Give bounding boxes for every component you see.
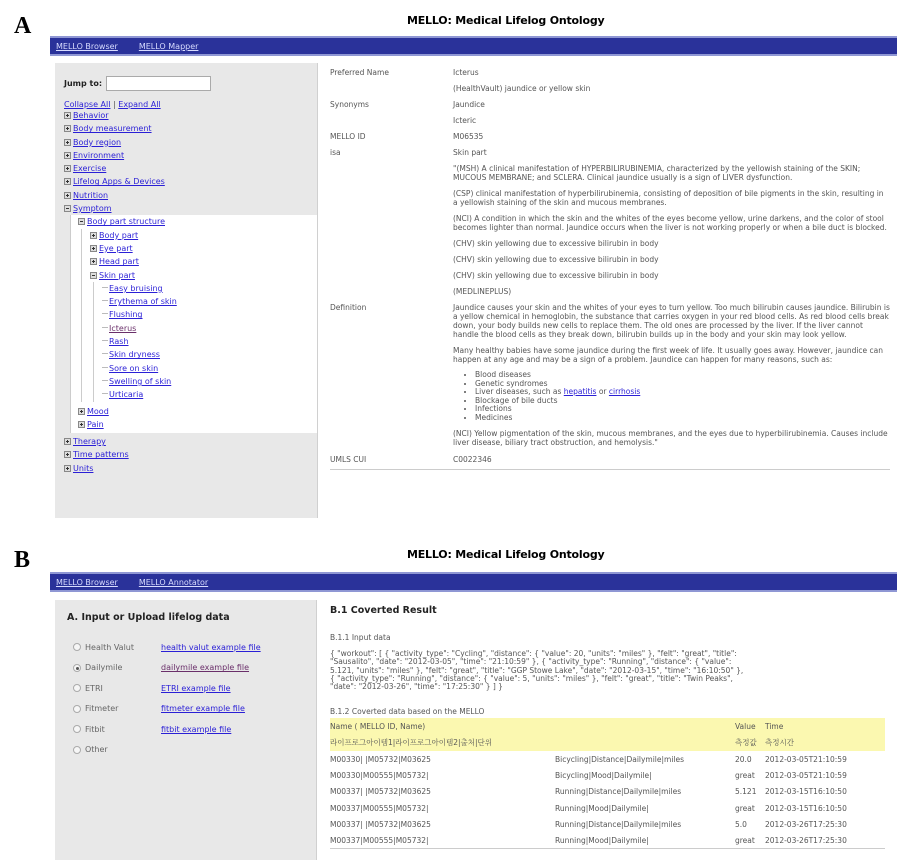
cause-item: • Genetic syndromes (475, 380, 890, 389)
expand-icon[interactable] (90, 245, 97, 252)
expand-icon[interactable] (64, 451, 71, 458)
table-row: M00337| |M05732|M03625 Running|Distance|Dailymile|miles 5.121 2012-03-15T16:10:50 (330, 787, 847, 797)
tree-item[interactable]: Units (64, 462, 308, 475)
expand-icon[interactable] (64, 112, 71, 119)
isa-note: (CHV) skin yellowing due to excessive bilirubin in body (453, 271, 659, 280)
nav-mello-mapper[interactable]: MELLO Mapper (138, 41, 199, 51)
tree-item[interactable]: Time patterns (64, 448, 308, 461)
tree-item[interactable]: Nutrition (64, 189, 308, 202)
expand-icon[interactable] (90, 232, 97, 239)
tree-item[interactable]: Head part (90, 255, 317, 268)
table-row: M00330| |M05732|M03625 Bicycling|Distance|Dailymile|miles 20.0 2012-03-05T21:10:59 (330, 754, 847, 764)
tree-item[interactable]: Behavior (64, 109, 308, 122)
etri-example-link[interactable]: ETRI example file (161, 683, 231, 693)
isa-note: (MEDLINEPLUS) (453, 287, 512, 296)
separator: | (113, 100, 116, 109)
isa-value: Skin part (453, 148, 487, 157)
result-heading: B.1 Coverted Result (330, 605, 437, 616)
top-navbar (50, 572, 897, 592)
preferred-name-value: Icterus (453, 68, 479, 77)
body-part-structure-children (81, 229, 317, 402)
tree-leaf[interactable]: Rash (102, 335, 317, 348)
expand-icon[interactable] (64, 152, 71, 159)
cause-item: • Liver diseases, such as hepatitis or cirrhosis (475, 388, 890, 397)
table-row: M00337| |M05732|M03625 Running|Distance|Dailymile|miles 5.0 2012-03-26T17:25:30 (330, 819, 847, 829)
tree-leaf[interactable]: Urticaria (102, 388, 317, 401)
converted-result (330, 605, 890, 849)
umls-cui-label: UMLS CUI (330, 455, 367, 464)
tree-leaf[interactable]: Sore on skin (102, 362, 317, 375)
symptom-children (70, 215, 317, 433)
expand-icon[interactable] (64, 178, 71, 185)
tree-item[interactable]: Body part (90, 229, 317, 242)
panel-letter-b: B (14, 547, 31, 573)
expand-icon[interactable] (64, 125, 71, 132)
table-row: M00337|M00555|M05732| Running|Mood|Dailymile| great 2012-03-26T17:25:30 (330, 833, 885, 849)
input-data-label: B.1.1 Input data (330, 633, 391, 642)
jump-to-input[interactable] (106, 76, 211, 91)
isa-note: "(MSH) A clinical manifestation of HYPERBILIRUBINEMIA, characterized by the yellowish staining of the SKIN; MUCOUS MEMBRANE; and SCLERA. Clinical jaundice usually is a sign of LIVER dysfunction. (453, 164, 861, 182)
input-heading: A. Input or Upload lifelog data (67, 612, 230, 623)
isa-note: (CHV) skin yellowing due to excessive bilirubin in body (453, 239, 659, 248)
radio-health-valut[interactable] (73, 643, 81, 651)
expand-icon[interactable] (64, 465, 71, 472)
table-row: M00337|M00555|M05732| Running|Mood|Dailymile| great 2012-03-15T16:10:50 (330, 803, 847, 813)
isa-note: (CSP) clinical manifestation of hyperbilirubinemia, consisting of deposition of bile pigments in the skin, resulting in a yellowish staining of the skin and mucous membranes. (453, 189, 884, 207)
expand-icon[interactable] (64, 192, 71, 199)
collapse-icon[interactable] (78, 218, 85, 225)
tree-item[interactable]: Mood (78, 405, 317, 418)
collapse-icon[interactable] (90, 272, 97, 279)
input-json: { "workout": [ { "activity_type": "Cycling", "distance": { "value": 20, "units": "miles" }, "felt": "great", "title": "Sausalito", "date": "2012-03-05", "time": "21:10:59" }, { "activity_type": "Running", "distance": { "value": 5.121, "units": "miles" }, "felt": "great", "title": "GGP Stowe Lake", "date": "2012-03-15", "time": "16:10:50" }, { "activity_type": "Running", "distance": { "value": 5, "units": "miles" }, "felt": "great", "title": "Twin Peaks", "date": "2012-03-26", "time": "17:25:30" } ] } (330, 649, 744, 692)
source-option-etri: ETRI ETRI example file (67, 678, 304, 699)
jump-to-label: Jump to: (64, 79, 103, 88)
converted-table (330, 718, 885, 849)
table-header-row: Name ( MELLO ID, Name) Value Time (330, 718, 885, 734)
expand-all-link[interactable]: Expand All (118, 100, 161, 109)
causes-list (475, 371, 890, 422)
hepatitis-link[interactable]: hepatitis (563, 387, 597, 396)
synonyms-label: Synonyms (330, 100, 369, 109)
radio-other[interactable] (73, 746, 81, 754)
tree-item[interactable]: Body region (64, 136, 308, 149)
tree-leaf[interactable]: Flushing (102, 308, 317, 321)
cause-item: • Medicines (475, 414, 890, 423)
synonym: Icteric (453, 116, 477, 125)
synonym: Jaundice (453, 100, 485, 109)
isa-note: (NCI) A condition in which the skin and the whites of the eyes become yellow, urine darkens, and the color of stool becomes lighter than normal. Jaundice occurs when the liver is not working properly or when a bile duct is blocked. (453, 214, 887, 232)
page-title: MELLO: Medical Lifelog Ontology (407, 548, 605, 561)
top-navbar (50, 36, 897, 56)
preferred-name-label: Preferred Name (330, 68, 389, 77)
tree-item-body-part-structure[interactable]: Body part structure (78, 215, 317, 228)
tree-item[interactable]: Exercise (64, 162, 308, 175)
expand-icon[interactable] (78, 408, 85, 415)
cause-item: • Blockage of bile ducts (475, 397, 890, 406)
cause-item: • Blood diseases (475, 371, 890, 380)
tree-item[interactable]: Therapy (64, 435, 308, 448)
radio-etri[interactable] (73, 684, 81, 692)
dailymile-example-link[interactable]: dailymile example file (161, 663, 250, 673)
definition-paragraph: (NCI) Yellow pigmentation of the skin, mucous membranes, and the eyes due to hyperbilirubinemia. Causes include liver disease, biliary tract obstruction, and hemolysis." (453, 429, 888, 447)
fitmeter-example-link[interactable]: fitmeter example file (161, 704, 245, 714)
nav-mello-annotator[interactable]: MELLO Annotator (138, 577, 209, 587)
source-option-fitbit: Fitbit fitbit example file (67, 719, 304, 740)
ontology-tree (64, 109, 308, 215)
source-option-health-valut: Health Valut health valut example file (67, 637, 304, 658)
fitbit-example-link[interactable]: fitbit example file (161, 724, 232, 734)
definition-label: Definition (330, 303, 367, 312)
tree-item[interactable]: Body measurement (64, 122, 308, 135)
tree-leaf[interactable]: Skin dryness (102, 348, 317, 361)
isa-label: isa (330, 148, 341, 157)
radio-dailymile[interactable] (73, 664, 81, 672)
expand-icon[interactable] (64, 139, 71, 146)
input-upload-sidebar (55, 600, 317, 860)
cirrhosis-link[interactable]: cirrhosis (608, 387, 641, 396)
tree-leaf[interactable]: Swelling of skin (102, 375, 317, 388)
radio-fitmeter[interactable] (73, 705, 81, 713)
converted-data-label: B.1.2 Coverted data based on the MELLO (330, 707, 485, 717)
panel-letter-a: A (14, 13, 32, 39)
table-row: M00330|M00555|M05732| Bicycling|Mood|Dailymile| great 2012-03-05T21:10:59 (330, 771, 847, 781)
expand-icon[interactable] (90, 258, 97, 265)
skin-part-children (93, 282, 317, 402)
tree-leaf[interactable]: Erythema of skin (102, 295, 317, 308)
source-option-fitmeter: Fitmeter fitmeter example file (67, 699, 304, 720)
collapse-all-link[interactable]: Collapse All (64, 100, 111, 109)
definition-paragraph: Many healthy babies have some jaundice during the first week of life. It usually goes away. However, jaundice can happen at any age and may be a sign of a problem. Jaundice can happen for many reasons, such as: (453, 346, 884, 364)
mello-id-value: M06535 (453, 132, 484, 141)
definition-paragraph: Jaundice causes your skin and the whites of your eyes to turn yellow. Too much bilirubin causes jaundice. Bilirubin is a yellow chemical in hemoglobin, the substance that carries oxygen in your red blood cells. As red blood cells break down, your body builds new cells to replace them. The old ones are processed by the liver. If the liver cannot handle the blood cells as they break down, bilirubin builds up in the body and your skin may look yellow. (453, 303, 890, 339)
expand-icon[interactable] (78, 421, 85, 428)
page-title: MELLO: Medical Lifelog Ontology (407, 14, 605, 27)
isa-note: (CHV) skin yellowing due to excessive bilirubin in body (453, 255, 659, 264)
ontology-tree-sidebar (55, 63, 318, 518)
collapse-icon[interactable] (64, 205, 71, 212)
concept-detail (330, 68, 890, 470)
tree-item[interactable]: Lifelog Apps & Devices (64, 175, 308, 188)
source-option-dailymile: Dailymile dailymile example file (67, 658, 304, 679)
umls-cui-value: C0022346 (453, 455, 492, 464)
tree-item-symptom[interactable]: Symptom (64, 202, 308, 215)
mello-id-label: MELLO ID (330, 132, 366, 141)
expand-icon[interactable] (64, 165, 71, 172)
source-option-other: Other (67, 740, 304, 761)
tree-item-skin-part[interactable]: Skin part (90, 269, 317, 282)
tree-item[interactable]: Eye part (90, 242, 317, 255)
tree-leaf[interactable]: Easy bruising (102, 282, 317, 295)
tree-leaf-selected[interactable]: Icterus (102, 322, 317, 335)
nav-mello-browser[interactable]: MELLO Browser (56, 41, 118, 51)
cause-item: • Infections (475, 405, 890, 414)
preferred-name-alt: (HealthVault) jaundice or yellow skin (453, 84, 591, 93)
health-valut-example-link[interactable]: health valut example file (161, 642, 261, 652)
table-header-row-kr: 라이프로그아이템1|라이프로그아이템2|출처|단위 측정값 측정시간 (330, 735, 885, 751)
tree-item[interactable]: Pain (78, 418, 317, 431)
nav-mello-browser[interactable]: MELLO Browser (56, 577, 118, 587)
radio-fitbit[interactable] (73, 725, 81, 733)
tree-item[interactable]: Environment (64, 149, 308, 162)
expand-icon[interactable] (64, 438, 71, 445)
